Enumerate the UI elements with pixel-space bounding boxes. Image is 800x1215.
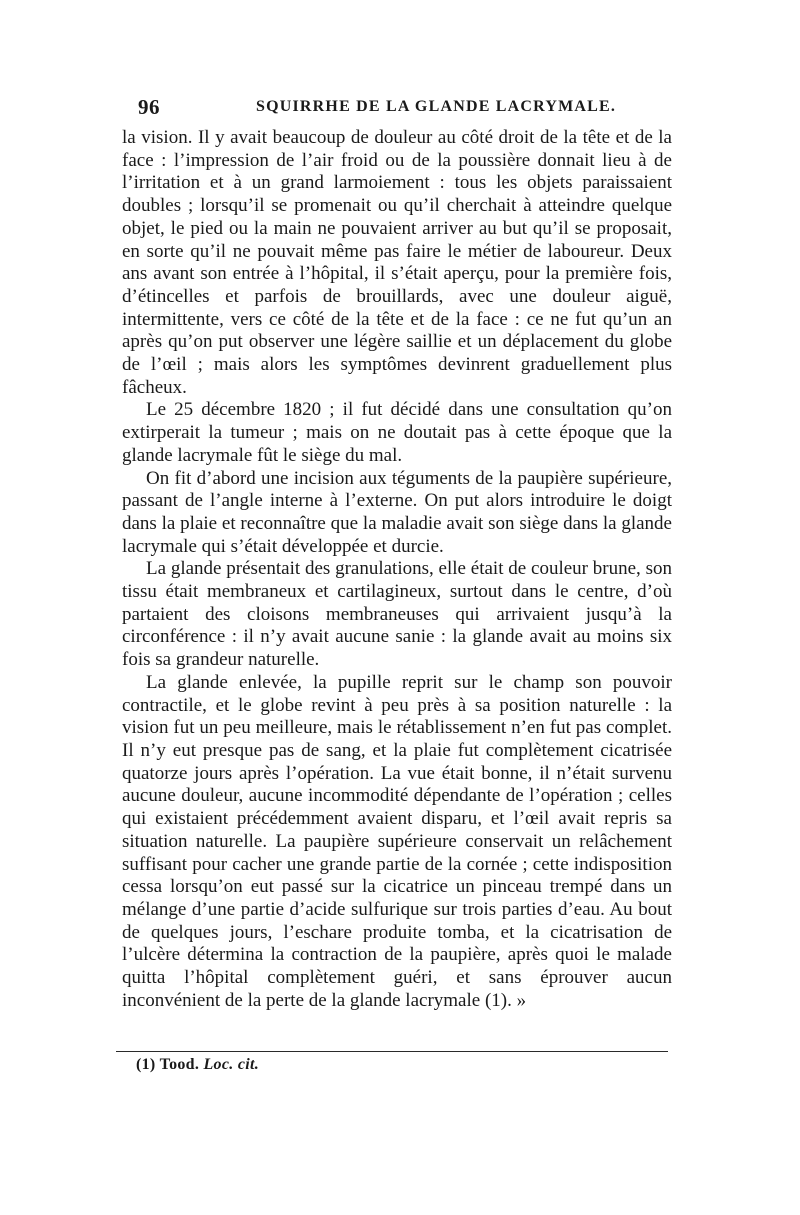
running-title: SQUIRRHE DE LA GLANDE LACRYMALE. (256, 98, 617, 115)
page-number: 96 (138, 95, 160, 119)
body-text (122, 127, 672, 1012)
footnote-citation: Loc. cit. (203, 1056, 260, 1073)
paragraph-4: La glande présentait des granulations, elle était de couleur brune, son tissu était membraneux et cartilagineux, surtout dans le centre, d’où partaient des cloisons membraneuses qui arrivaient jusqu’à la circonférence : il n’y avait aucune sanie : la glande avait au moins six fois sa grandeur naturelle. (122, 558, 672, 671)
footnote (136, 1056, 636, 1074)
paragraph-1: la vision. Il y avait beaucoup de douleur au côté droit de la tête et de la face : l’impression de l’air froid ou de la poussière donnait lieu à de l’irritation et à un grand larmoiement : tous les objets paraissaient doubles ; lorsqu’il se promenait ou qu’il cherchait à atteindre quelque objet, le pied ou la main ne pouvaient arriver au but qu’il se proposait, en sorte qu’il ne pouvait même pas faire le métier de laboureur. Deux ans avant son entrée à l’hôpital, il s’était aperçu, pour la première fois, d’étincelles et parfois de brouillards, avec une douleur aiguë, intermittente, vers ce côté de la tête et de la face : ce ne fut qu’un an après qu’on put observer une légère saillie et un déplacement du globe de l’œil ; mais alors les symptômes devinrent graduellement plus fâcheux. (122, 127, 672, 398)
paragraph-3: On fit d’abord une incision aux téguments de la paupière supérieure, passant de l’angle interne à l’externe. On put alors introduire le doigt dans la plaie et reconnaître que la maladie avait son siège dans la glande lacrymale qui s’était développée et durcie. (122, 467, 672, 557)
footnote-rule (116, 1051, 668, 1052)
paragraph-2: Le 25 décembre 1820 ; il fut décidé dans une consultation qu’on extirperait la tumeur ; mais on ne doutait pas à cette époque que la glande lacrymale fût le siège du mal. (122, 399, 672, 466)
footnote-marker: (1) Tood. (136, 1056, 200, 1073)
running-header (138, 95, 668, 123)
paragraph-5: La glande enlevée, la pupille reprit sur le champ son pouvoir contractile, et le globe revint à peu près à sa position naturelle : la vision fut un peu meilleure, mais le rétablissement n’en fut pas complet. Il n’y eut presque pas de sang, et la plaie fut complètement cicatrisée quatorze jours après l’opération. La vue était bonne, il n’était survenu aucune douleur, aucune incommodité dépendante de l’opération ; celles qui existaient précédemment avaient disparu, et l’œil avait repris sa situation naturelle. La paupière supérieure conservait un relâchement suffisant pour cacher une grande partie de la cornée ; cette indisposition cessa lorsqu’on eut passé sur la cicatrice un pinceau trempé dans un mélange d’une partie d’acide sulfurique sur trois parties d’eau. Au bout de quelques jours, l’eschare produite tomba, et la cicatrisation de l’ulcère détermina la contraction de la paupière, après quoi le malade quitta l’hôpital complètement guéri, et sans éprouver aucun inconvénient de la perte de la glande lacrymale (1). » (122, 671, 672, 1011)
